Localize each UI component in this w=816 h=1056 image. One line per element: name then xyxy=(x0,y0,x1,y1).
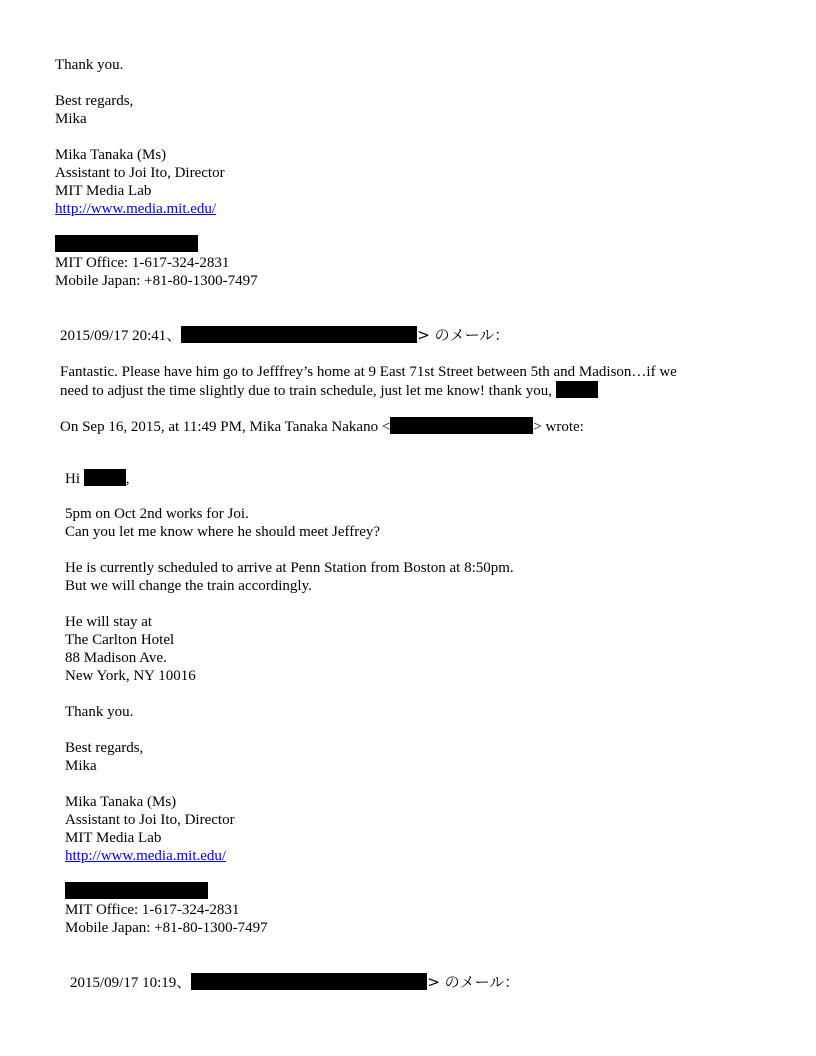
closing-name: Mika xyxy=(55,111,87,127)
quoted-greeting xyxy=(65,469,130,488)
closing-thanks: Thank you. xyxy=(55,57,124,73)
quoted-signature-url xyxy=(65,847,226,865)
redacted-recipient-name xyxy=(84,469,126,486)
closing-regards: Best regards, xyxy=(55,93,134,109)
signature-url-link[interactable]: http://www.media.mit.edu/ xyxy=(55,201,217,217)
quoted-signature-title: Assistant to Joi Ito, Director xyxy=(65,812,235,828)
reply-header-1-date: 2015/09/17 20:41、 xyxy=(60,328,182,344)
message-line-1: Fantastic. Please have him go to Jefffrey’s home at 9 East 71st Street between 5th and Madison…if we xyxy=(60,364,677,380)
quoted-signature-org: MIT Media Lab xyxy=(65,830,162,846)
signature-office-phone: MIT Office: 1-617-324-2831 xyxy=(55,255,230,271)
quote-header xyxy=(60,417,584,436)
message-line-2-text: need to adjust the time slightly due to train schedule, just let me know! thank you, xyxy=(60,383,552,399)
quoted-thanks: Thank you. xyxy=(65,704,134,720)
signature-title: Assistant to Joi Ito, Director xyxy=(55,165,225,181)
quoted-name: Mika xyxy=(65,758,97,774)
quoted-greeting-text: Hi xyxy=(65,471,80,487)
quoted-signature-mobile-phone: Mobile Japan: +81-80-1300-7497 xyxy=(65,920,268,936)
quoted-signature-url-link[interactable]: http://www.media.mit.edu/ xyxy=(65,848,227,864)
quote-header-prefix: On Sep 16, 2015, at 11:49 PM, Mika Tanaka Nakano < xyxy=(60,419,391,435)
redacted-email xyxy=(181,326,417,343)
quoted-greeting-comma: , xyxy=(125,471,130,487)
reply-header-2-suffix: > のメール： xyxy=(427,973,520,991)
signature-redaction xyxy=(55,235,198,254)
quoted-p3-line-4: New York, NY 10016 xyxy=(65,668,196,684)
quoted-p1-line-2: Can you let me know where he should meet Jeffrey? xyxy=(65,524,381,540)
quoted-signature-office-phone: MIT Office: 1-617-324-2831 xyxy=(65,902,240,918)
message-line-2 xyxy=(60,381,598,400)
quoted-p1-line-1: 5pm on Oct 2nd works for Joi. xyxy=(65,506,249,522)
quoted-p3-line-2: The Carlton Hotel xyxy=(65,632,175,648)
quoted-regards: Best regards, xyxy=(65,740,144,756)
quoted-p2-line-1: He is currently scheduled to arrive at Penn Station from Boston at 8:50pm. xyxy=(65,560,514,576)
quoted-signature-redaction xyxy=(65,882,208,901)
reply-header-2-date: 2015/09/17 10:19、 xyxy=(70,975,192,991)
signature-org: MIT Media Lab xyxy=(55,183,152,199)
reply-header-1 xyxy=(60,326,509,345)
quoted-p2-line-2: But we will change the train accordingly. xyxy=(65,578,312,594)
redacted-sender-name xyxy=(556,381,598,398)
quoted-signature-full-name: Mika Tanaka (Ms) xyxy=(65,794,177,810)
quoted-p3-line-1: He will stay at xyxy=(65,614,153,630)
signature-mobile-phone: Mobile Japan: +81-80-1300-7497 xyxy=(55,273,258,289)
reply-header-2 xyxy=(70,973,519,992)
redacted-email xyxy=(191,973,427,990)
quoted-p3-line-3: 88 Madison Ave. xyxy=(65,650,167,666)
quote-header-suffix: > wrote: xyxy=(533,419,584,435)
signature-url xyxy=(55,200,216,218)
signature-full-name: Mika Tanaka (Ms) xyxy=(55,147,167,163)
redacted-email xyxy=(390,417,533,434)
reply-header-1-suffix: > のメール： xyxy=(417,326,510,344)
